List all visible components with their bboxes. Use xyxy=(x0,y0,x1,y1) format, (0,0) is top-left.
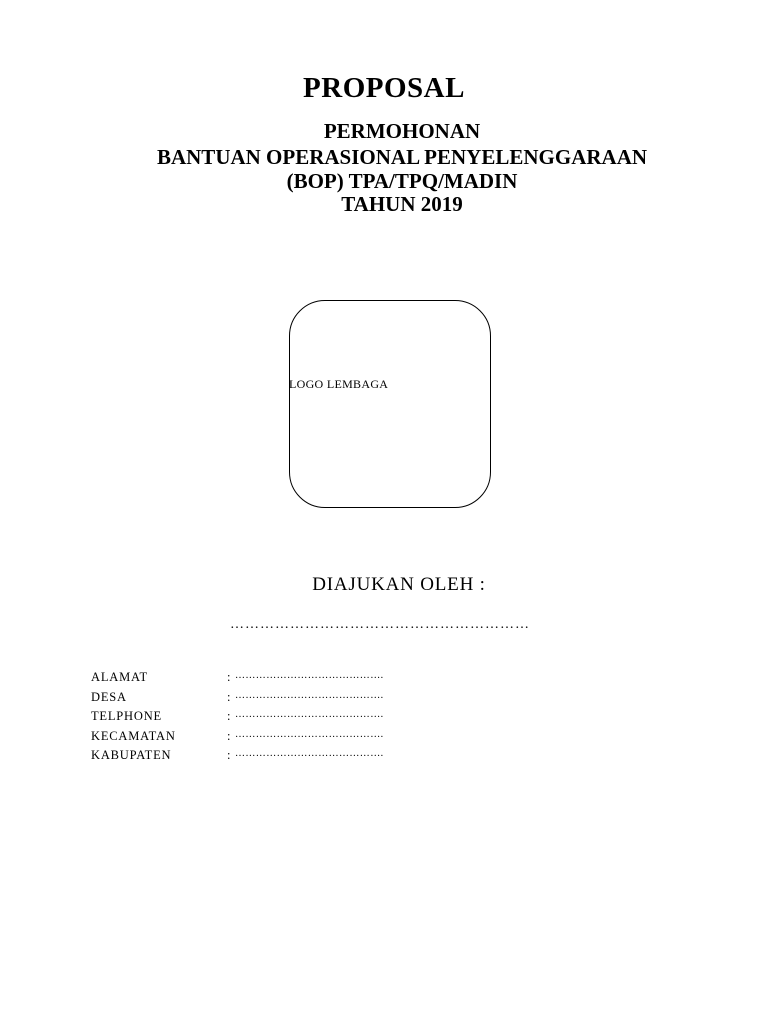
document-title: PROPOSAL xyxy=(303,72,465,104)
field-value-blank: ……………………………………. xyxy=(235,748,384,759)
field-value-blank: ……………………………………. xyxy=(235,728,384,740)
field-colon: : xyxy=(227,689,232,704)
field-label: KABUPATEN xyxy=(91,748,172,762)
subtitle-line-2: BANTUAN OPERASIONAL PENYELENGGARAAN xyxy=(156,145,648,169)
field-colon: : xyxy=(227,728,232,743)
field-colon: : xyxy=(227,709,232,723)
submitted-by-label: DIAJUKAN OLEH : xyxy=(312,574,486,595)
field-label: ALAMAT xyxy=(91,670,148,684)
submitter-name-blank: …………………………………………………… xyxy=(230,617,530,632)
field-colon: : xyxy=(227,748,232,762)
logo-placeholder-label: LOGO LEMBAGA xyxy=(289,377,389,391)
logo-placeholder-box xyxy=(289,300,491,508)
field-label: TELPHONE xyxy=(91,709,162,723)
field-label: KECAMATAN xyxy=(91,728,176,743)
field-colon: : xyxy=(227,670,232,684)
field-value-blank: ……………………………………. xyxy=(235,689,384,701)
field-value-blank: ……………………………………. xyxy=(235,709,384,720)
subtitle-line-3: (BOP) TPA/TPQ/MADIN xyxy=(286,169,518,193)
field-label: DESA xyxy=(91,689,127,704)
subtitle-line-4: TAHUN 2019 xyxy=(341,192,463,216)
field-value-blank: ……………………………………. xyxy=(235,670,384,681)
subtitle-line-1: PERMOHONAN xyxy=(323,119,481,143)
